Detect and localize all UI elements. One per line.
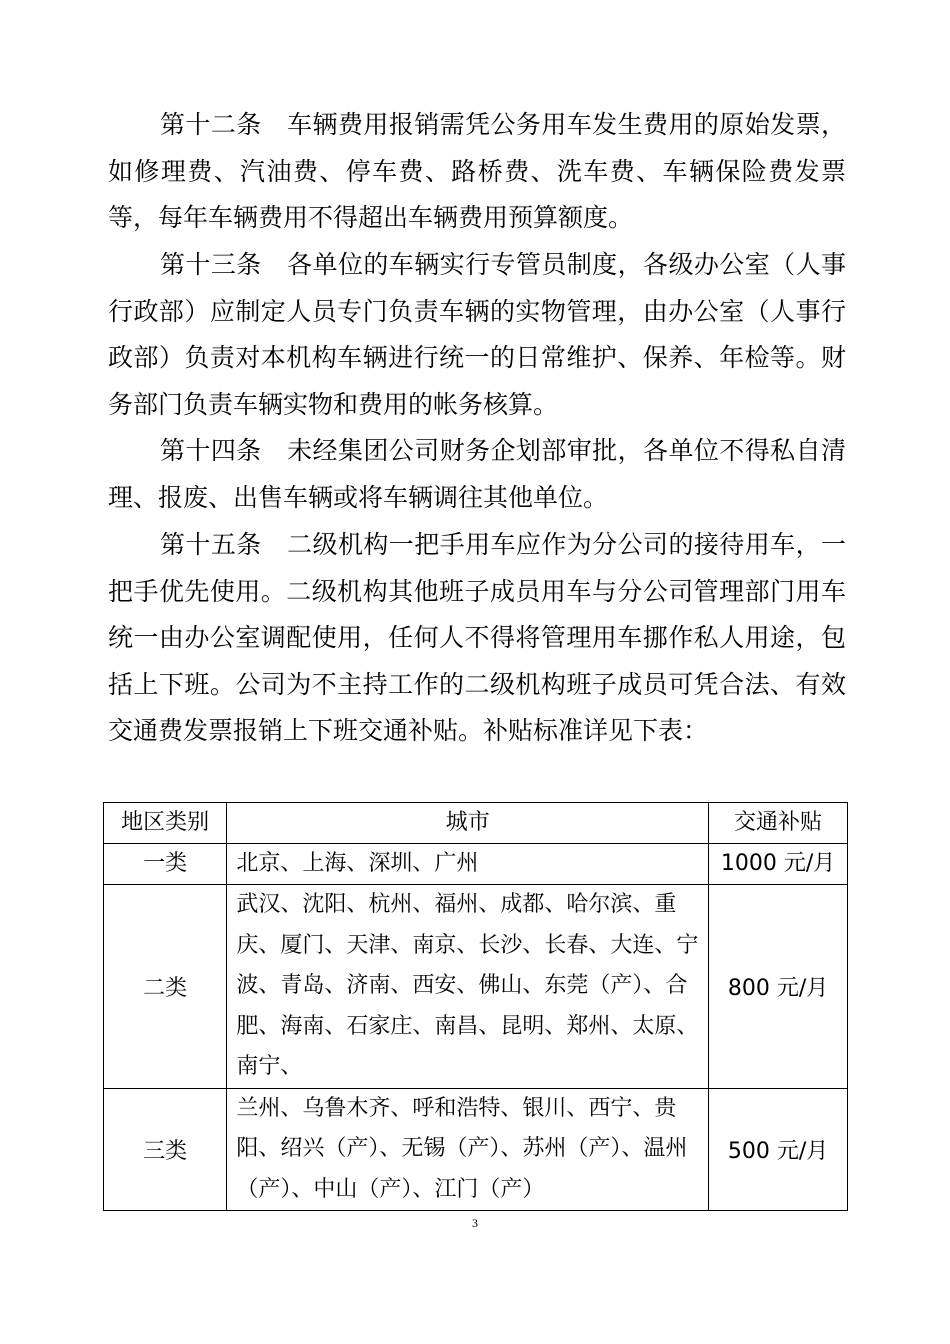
region-category-cell: 三类: [104, 1088, 227, 1211]
cities-cell: 北京、上海、深圳、广州: [227, 844, 709, 885]
cities-cell: 兰州、乌鲁木齐、呼和浩特、银川、西宁、贵阳、绍兴（产）、无锡（产）、苏州（产）、温州（产）、中山（产）、江门（产）: [227, 1088, 709, 1211]
table-row: [104, 844, 848, 885]
header-region-category: 地区类别: [104, 803, 227, 844]
table-row: [104, 885, 848, 1089]
transport-subsidy-table: [103, 802, 848, 1211]
article-15-paragraph: 第十五条 二级机构一把手用车应作为分公司的接待用车，一把手优先使用。二级机构其他班子成员用车与分公司管理部门用车统一由办公室调配使用，任何人不得将管理用车挪作私人用途，包括上下班。公司为不主持工作的二级机构班子成员可凭合法、有效交通费发票报销上下班交通补贴。补贴标准详见下表：: [108, 530, 846, 745]
header-city: 城市: [227, 803, 709, 844]
page-number: 3: [472, 1216, 478, 1230]
article-13-paragraph: 第十三条 各单位的车辆实行专管员制度，各级办公室（人事行政部）应制定人员专门负责车辆的实物管理，由办公室（人事行政部）负责对本机构车辆进行统一的日常维护、保养、年检等。财务部门负责车辆实物和费用的帐务核算。: [108, 250, 846, 419]
region-category-cell: 二类: [104, 885, 227, 1089]
cities-cell: 武汉、沈阳、杭州、福州、成都、哈尔滨、重庆、厦门、天津、南京、长沙、长春、大连、宁波、青岛、济南、西安、佛山、东莞（产）、合肥、海南、石家庄、南昌、昆明、郑州、太原、南宁、: [227, 885, 709, 1089]
subsidy-cell: 500 元/月: [709, 1088, 848, 1211]
subsidy-cell: 800 元/月: [709, 885, 848, 1089]
table-row: [104, 1088, 848, 1211]
article-14-paragraph: 第十四条 未经集团公司财务企划部审批，各单位不得私自清理、报废、出售车辆或将车辆调往其他单位。: [108, 436, 846, 512]
region-category-cell: 一类: [104, 844, 227, 885]
table-header-row: [104, 803, 848, 844]
subsidy-cell: 1000 元/月: [709, 844, 848, 885]
article-12-paragraph: 第十二条 车辆费用报销需凭公务用车发生费用的原始发票，如修理费、汽油费、停车费、路桥费、洗车费、车辆保险费发票等，每年车辆费用不得超出车辆费用预算额度。: [108, 110, 846, 232]
header-transport-subsidy: 交通补贴: [709, 803, 848, 844]
